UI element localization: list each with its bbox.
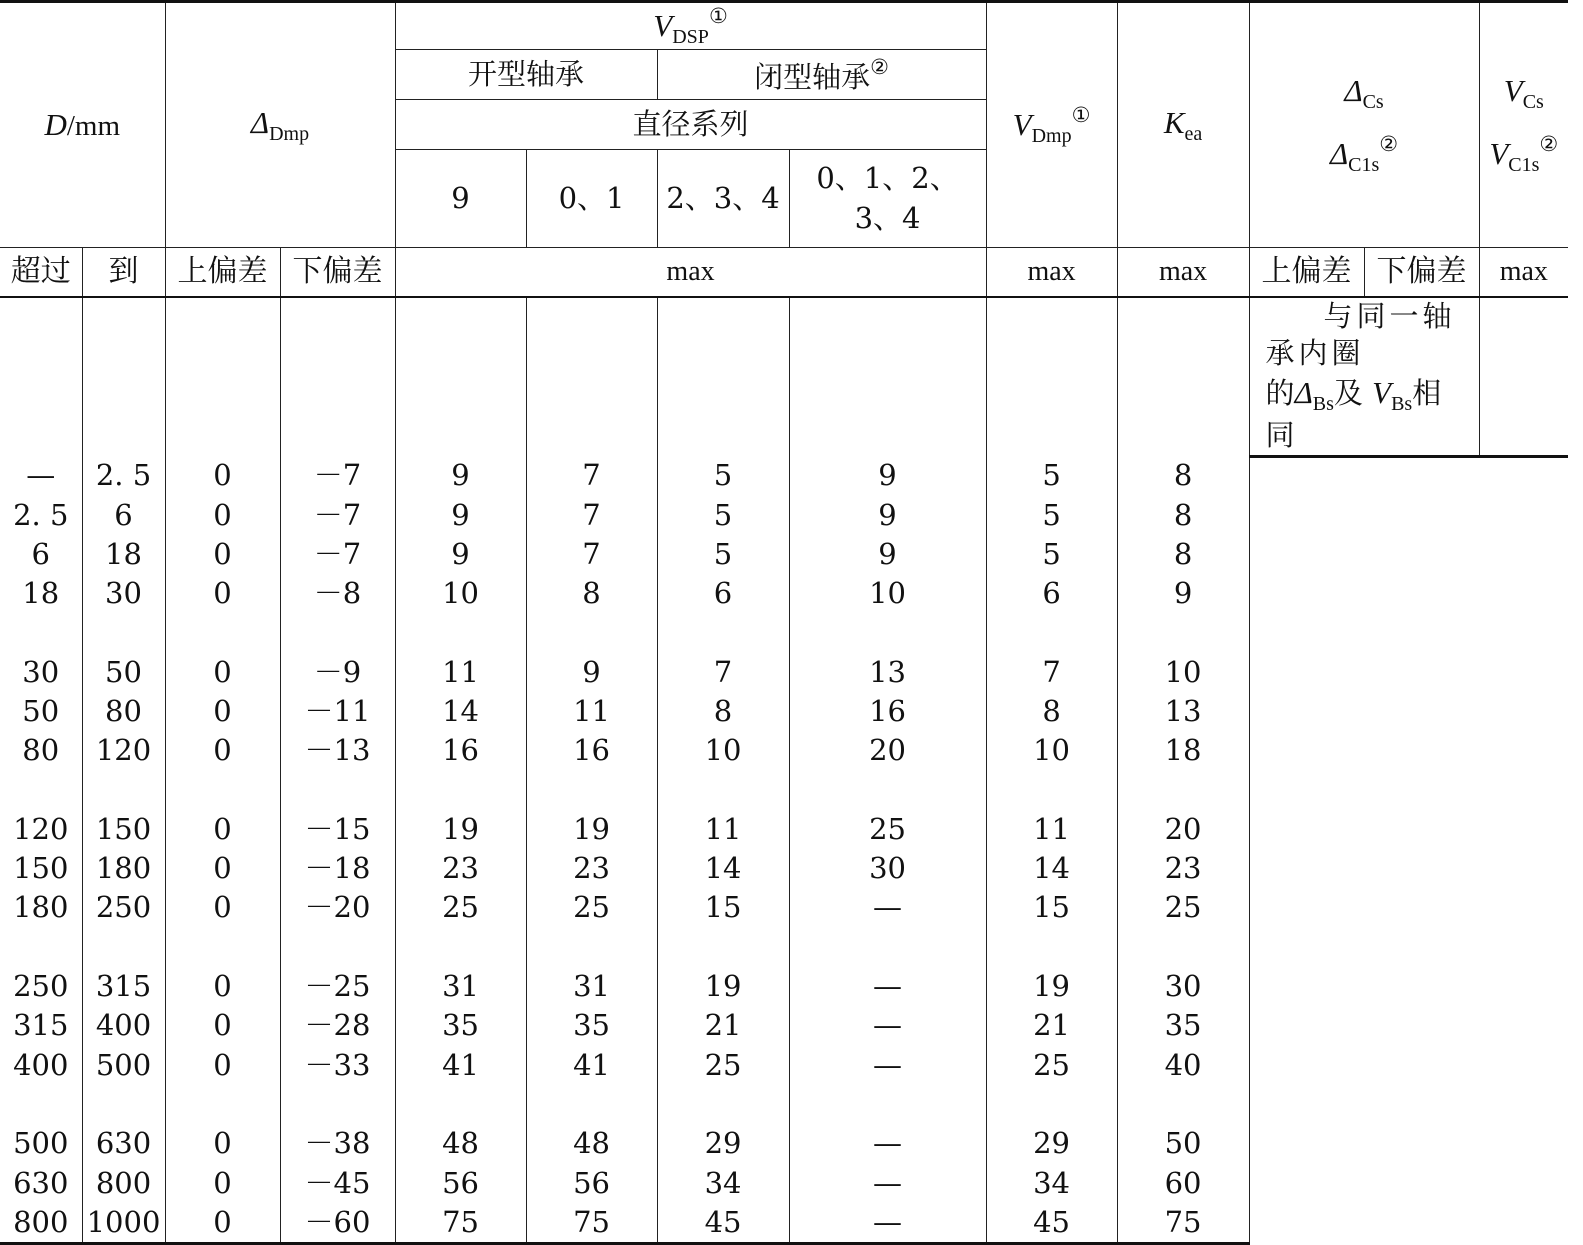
kea-cell: 13 [1117, 692, 1249, 731]
dmp-upper-cell: 0 [165, 456, 280, 495]
dmp-upper-cell: 0 [165, 1163, 280, 1202]
vdsp-closed-cell: — [789, 1163, 986, 1202]
vdsp-closed-cell: — [789, 1046, 986, 1085]
kea-cell: 18 [1117, 731, 1249, 770]
series-0-1: 0、1 [526, 150, 657, 248]
kea-cell: 23 [1117, 849, 1249, 888]
dmp-upper-cell: 0 [165, 653, 280, 692]
vdsp-9-cell: 9 [395, 535, 526, 574]
group-gap [0, 928, 1568, 967]
dmp-upper-cell: 0 [165, 1006, 280, 1045]
dmp-upper-cell: 0 [165, 535, 280, 574]
table-row [0, 692, 1568, 731]
dmp-lower-cell: －11 [280, 692, 395, 731]
dmp-lower-cell: －45 [280, 1163, 395, 1202]
vdsp-9-cell: 11 [395, 653, 526, 692]
dmp-upper-cell: 0 [165, 1124, 280, 1163]
table-row [0, 1163, 1568, 1202]
spacer [0, 297, 82, 457]
d-over-cell: 80 [0, 731, 82, 770]
table-row [0, 1046, 1568, 1085]
sub-lower-dev-cs: 下偏差 [1364, 248, 1479, 297]
kea-cell: 20 [1117, 810, 1249, 849]
dmp-lower-cell: －7 [280, 495, 395, 534]
d-to-cell: 630 [82, 1124, 165, 1163]
d-over-cell: 315 [0, 1006, 82, 1045]
vdmp-cell: 7 [986, 653, 1117, 692]
vdsp-0-1-cell: 31 [526, 967, 657, 1006]
header-closed-bearing: 闭型轴承② [657, 50, 986, 100]
vdsp-closed-cell: — [789, 967, 986, 1006]
vdsp-9-cell: 75 [395, 1203, 526, 1244]
vdsp-2-3-4-cell: 11 [657, 810, 789, 849]
vdsp-closed-cell: — [789, 888, 986, 927]
vdmp-cell: 14 [986, 849, 1117, 888]
dmp-lower-cell: －9 [280, 653, 395, 692]
sub-max-vdsp: max [395, 248, 986, 297]
dmp-upper-cell: 0 [165, 495, 280, 534]
vdsp-0-1-cell: 48 [526, 1124, 657, 1163]
d-to-cell: 250 [82, 888, 165, 927]
series-2-3-4: 2、3、4 [657, 150, 789, 248]
dmp-lower-cell: －60 [280, 1203, 395, 1244]
vdsp-9-cell: 35 [395, 1006, 526, 1045]
d-over-cell: 400 [0, 1046, 82, 1085]
group-gap [0, 770, 1568, 809]
header-vdmp: $V_{Dmp}^①$ [986, 2, 1117, 248]
kea-cell: 8 [1117, 495, 1249, 534]
vdsp-2-3-4-cell: 5 [657, 495, 789, 534]
kea-cell: 8 [1117, 456, 1249, 495]
dmp-upper-cell: 0 [165, 967, 280, 1006]
vdsp-0-1-cell: 23 [526, 849, 657, 888]
vdmp-cell: 19 [986, 967, 1117, 1006]
table-row [0, 456, 1568, 495]
kea-cell: 75 [1117, 1203, 1249, 1244]
header-vdsp: $V_{DSP}^①$ [395, 2, 986, 50]
vdmp-cell: 21 [986, 1006, 1117, 1045]
vdsp-2-3-4-cell: 19 [657, 967, 789, 1006]
d-over-cell: 180 [0, 888, 82, 927]
d-over-cell: 6 [0, 535, 82, 574]
group-gap [0, 613, 1568, 652]
table-row [0, 810, 1568, 849]
dmp-upper-cell: 0 [165, 810, 280, 849]
vdmp-cell: 29 [986, 1124, 1117, 1163]
vdsp-2-3-4-cell: 21 [657, 1006, 789, 1045]
vdsp-closed-cell: 13 [789, 653, 986, 692]
vdsp-0-1-cell: 7 [526, 456, 657, 495]
table-row [0, 967, 1568, 1006]
d-to-cell: 80 [82, 692, 165, 731]
header-delta-cs: $\Delta_{Cs}$ $\Delta_{C1s}^②$ [1249, 2, 1479, 248]
d-over-cell: 30 [0, 653, 82, 692]
vdsp-0-1-cell: 41 [526, 1046, 657, 1085]
d-over-cell: 18 [0, 574, 82, 613]
vdsp-closed-cell: 9 [789, 495, 986, 534]
vdmp-cell: 8 [986, 692, 1117, 731]
d-to-cell: 315 [82, 967, 165, 1006]
kea-cell: 10 [1117, 653, 1249, 692]
vdsp-closed-cell: — [789, 1006, 986, 1045]
d-over-cell: 50 [0, 692, 82, 731]
d-over-cell: — [0, 456, 82, 495]
vdsp-9-cell: 14 [395, 692, 526, 731]
d-to-cell: 50 [82, 653, 165, 692]
vdsp-closed-cell: 9 [789, 535, 986, 574]
d-to-cell: 18 [82, 535, 165, 574]
d-to-cell: 2. 5 [82, 456, 165, 495]
vdsp-closed-cell: 25 [789, 810, 986, 849]
same-as-inner-ring-note: 与同一轴承内圈 的$\Delta_{Bs}$及 $V_{Bs}$相同 [1249, 297, 1479, 457]
group-gap [0, 1085, 1568, 1124]
vdsp-9-cell: 48 [395, 1124, 526, 1163]
dmp-lower-cell: －33 [280, 1046, 395, 1085]
vdsp-0-1-cell: 9 [526, 653, 657, 692]
sub-upper-dev: 上偏差 [165, 248, 280, 297]
dmp-lower-cell: －18 [280, 849, 395, 888]
vdsp-closed-cell: 20 [789, 731, 986, 770]
d-over-cell: 250 [0, 967, 82, 1006]
vdsp-9-cell: 25 [395, 888, 526, 927]
vdsp-0-1-cell: 75 [526, 1203, 657, 1244]
d-to-cell: 120 [82, 731, 165, 770]
vdsp-9-cell: 19 [395, 810, 526, 849]
series-0-1-2-3-4: 0、1、2、 3、4 [789, 150, 986, 248]
d-over-cell: 150 [0, 849, 82, 888]
dmp-upper-cell: 0 [165, 692, 280, 731]
vdsp-9-cell: 23 [395, 849, 526, 888]
vdsp-2-3-4-cell: 14 [657, 849, 789, 888]
kea-cell: 60 [1117, 1163, 1249, 1202]
vdmp-cell: 5 [986, 495, 1117, 534]
dmp-lower-cell: －8 [280, 574, 395, 613]
table-row [0, 849, 1568, 888]
vdsp-0-1-cell: 7 [526, 535, 657, 574]
d-to-cell: 150 [82, 810, 165, 849]
kea-cell: 8 [1117, 535, 1249, 574]
table-row [0, 574, 1568, 613]
header-vcs: $V_{Cs}$ $V_{C1s}^②$ [1479, 2, 1568, 248]
sub-max-kea: max [1117, 248, 1249, 297]
d-over-cell: 120 [0, 810, 82, 849]
vdsp-closed-cell: — [789, 1203, 986, 1244]
header-delta-dmp: $\Delta_{Dmp}$ [165, 2, 395, 248]
dmp-lower-cell: －15 [280, 810, 395, 849]
dmp-upper-cell: 0 [165, 574, 280, 613]
dmp-lower-cell: －25 [280, 967, 395, 1006]
sub-max-vdmp: max [986, 248, 1117, 297]
vdsp-9-cell: 16 [395, 731, 526, 770]
vdmp-cell: 11 [986, 810, 1117, 849]
vdsp-9-cell: 41 [395, 1046, 526, 1085]
vdsp-9-cell: 9 [395, 456, 526, 495]
sub-over: 超过 [0, 248, 82, 297]
vdsp-closed-cell: 10 [789, 574, 986, 613]
dmp-upper-cell: 0 [165, 888, 280, 927]
d-to-cell: 1000 [82, 1203, 165, 1244]
d-to-cell: 400 [82, 1006, 165, 1045]
vdsp-2-3-4-cell: 10 [657, 731, 789, 770]
d-to-cell: 180 [82, 849, 165, 888]
kea-cell: 35 [1117, 1006, 1249, 1045]
vdmp-cell: 5 [986, 535, 1117, 574]
dmp-lower-cell: －38 [280, 1124, 395, 1163]
vdsp-9-cell: 31 [395, 967, 526, 1006]
d-over-cell: 800 [0, 1203, 82, 1244]
vdmp-cell: 45 [986, 1203, 1117, 1244]
vdsp-0-1-cell: 19 [526, 810, 657, 849]
vcs-blank-cell [1479, 297, 1568, 457]
vdsp-closed-cell: 9 [789, 456, 986, 495]
d-over-cell: 2. 5 [0, 495, 82, 534]
dmp-lower-cell: －7 [280, 456, 395, 495]
table-row [0, 1006, 1568, 1045]
vdsp-2-3-4-cell: 5 [657, 535, 789, 574]
vdmp-cell: 10 [986, 731, 1117, 770]
kea-cell: 50 [1117, 1124, 1249, 1163]
sub-to: 到 [82, 248, 165, 297]
kea-cell: 25 [1117, 888, 1249, 927]
header-diameter-series: 直径系列 [395, 100, 986, 150]
vdsp-0-1-cell: 35 [526, 1006, 657, 1045]
vdmp-cell: 34 [986, 1163, 1117, 1202]
vdsp-0-1-cell: 7 [526, 495, 657, 534]
header-kea: $K_{ea}$ [1117, 2, 1249, 248]
dmp-upper-cell: 0 [165, 731, 280, 770]
dmp-upper-cell: 0 [165, 849, 280, 888]
table-row [0, 1124, 1568, 1163]
vdsp-0-1-cell: 25 [526, 888, 657, 927]
table-row [0, 653, 1568, 692]
dmp-lower-cell: －20 [280, 888, 395, 927]
vdsp-2-3-4-cell: 5 [657, 456, 789, 495]
vdsp-9-cell: 56 [395, 1163, 526, 1202]
vdsp-0-1-cell: 11 [526, 692, 657, 731]
d-over-cell: 500 [0, 1124, 82, 1163]
table-row [0, 535, 1568, 574]
vdsp-0-1-cell: 56 [526, 1163, 657, 1202]
vdsp-0-1-cell: 8 [526, 574, 657, 613]
vdsp-2-3-4-cell: 29 [657, 1124, 789, 1163]
kea-cell: 40 [1117, 1046, 1249, 1085]
vdmp-cell: 6 [986, 574, 1117, 613]
vdsp-2-3-4-cell: 34 [657, 1163, 789, 1202]
d-to-cell: 6 [82, 495, 165, 534]
header-open-bearing: 开型轴承 [395, 50, 657, 100]
kea-cell: 30 [1117, 967, 1249, 1006]
dmp-lower-cell: －28 [280, 1006, 395, 1045]
sub-max-vcs: max [1479, 248, 1568, 297]
vdsp-2-3-4-cell: 7 [657, 653, 789, 692]
vdsp-closed-cell: — [789, 1124, 986, 1163]
vdsp-closed-cell: 30 [789, 849, 986, 888]
vdsp-2-3-4-cell: 8 [657, 692, 789, 731]
vdsp-9-cell: 10 [395, 574, 526, 613]
vdmp-cell: 5 [986, 456, 1117, 495]
dmp-upper-cell: 0 [165, 1203, 280, 1244]
vdsp-2-3-4-cell: 6 [657, 574, 789, 613]
header-outer-diameter: D/mm [0, 2, 165, 248]
d-to-cell: 800 [82, 1163, 165, 1202]
dmp-upper-cell: 0 [165, 1046, 280, 1085]
vdsp-closed-cell: 16 [789, 692, 986, 731]
d-to-cell: 30 [82, 574, 165, 613]
sub-lower-dev: 下偏差 [280, 248, 395, 297]
table-row [0, 888, 1568, 927]
vdmp-cell: 15 [986, 888, 1117, 927]
vdsp-0-1-cell: 16 [526, 731, 657, 770]
dmp-lower-cell: －13 [280, 731, 395, 770]
dmp-lower-cell: －7 [280, 535, 395, 574]
table-row [0, 731, 1568, 770]
d-over-cell: 630 [0, 1163, 82, 1202]
vdmp-cell: 25 [986, 1046, 1117, 1085]
vdsp-2-3-4-cell: 25 [657, 1046, 789, 1085]
vdsp-9-cell: 9 [395, 495, 526, 534]
table-row [0, 1203, 1568, 1244]
series-9: 9 [395, 150, 526, 248]
data-rows [0, 456, 1568, 1243]
d-to-cell: 500 [82, 1046, 165, 1085]
vdsp-2-3-4-cell: 15 [657, 888, 789, 927]
table-row [0, 495, 1568, 534]
sub-upper-dev-cs: 上偏差 [1249, 248, 1364, 297]
kea-cell: 9 [1117, 574, 1249, 613]
vdsp-2-3-4-cell: 45 [657, 1203, 789, 1244]
